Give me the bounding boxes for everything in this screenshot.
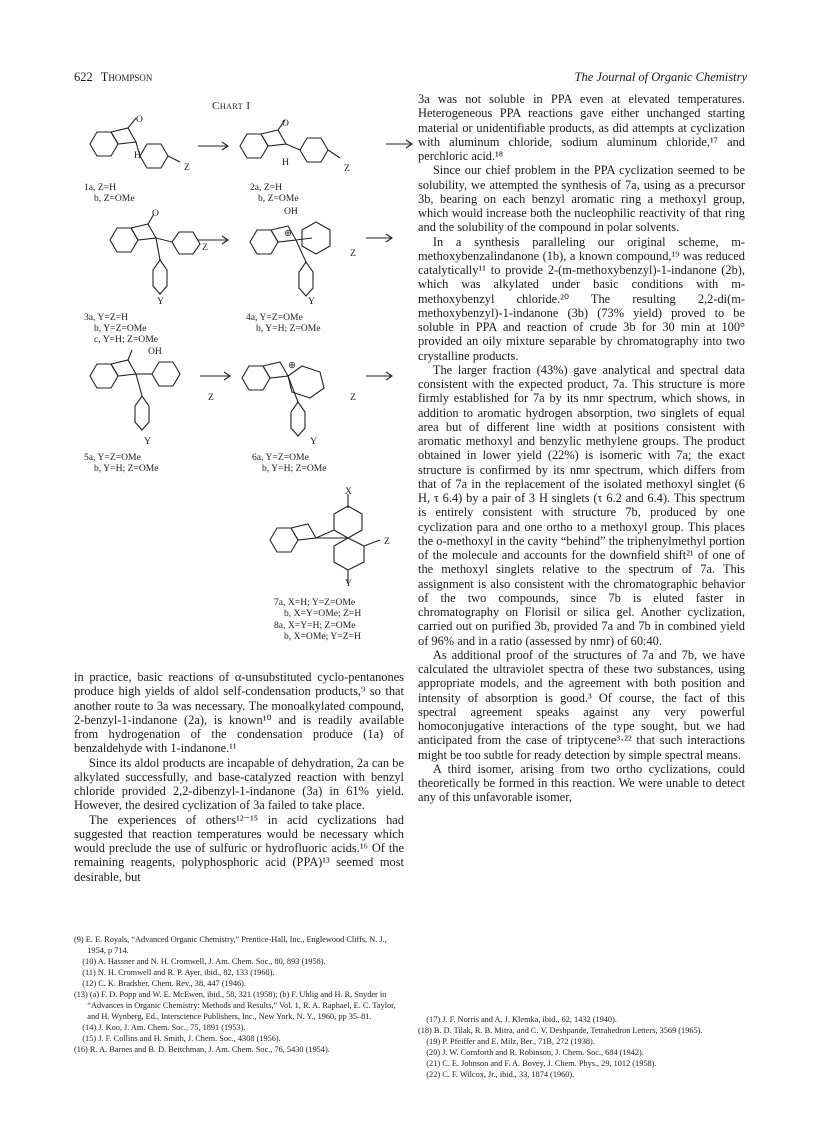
paragraph: Since its aldol products are incapable of dehydration, 2a can be alkylated successfully, and base-catalyzed reaction with benzyl chloride provided 2,2-dibenzyl-1-indanone (3a) in 61% yield. However, the desired cyclization of 3a failed to take place. <box>74 755 404 813</box>
atom-y: Y <box>308 296 315 307</box>
running-author: Thompson <box>100 70 153 84</box>
plus-charge: ⊕ <box>284 228 293 239</box>
paragraph: 3a was not soluble in PPA even at elevated temperatures. Heterogeneous PPA reactions gave either unchanged starting material or unidentifiable products, as did attempts at cyclization with aluminum chloride, sodium aluminum chloride,¹⁷ and perchloric acid.¹⁸ <box>418 92 745 163</box>
paragraph: The experiences of others¹²⁻¹⁵ in acid cyclizations had suggested that reaction temperatures would be necessary which would preclude the use of sulfuric or hydrofluoric acids.¹⁶ Of the remaining reagents, polyphosphoric acid (PPA)¹³ seemed most desirable, but <box>74 812 404 884</box>
atom-z: Z <box>384 536 390 547</box>
footnotes-left <box>74 934 404 1055</box>
footnote: (14) J. Koo, J. Am. Chem. Soc., 75, 1891 (1953). <box>82 1023 246 1032</box>
compound-label: b, X=OMe; Y=Z=H <box>284 631 361 642</box>
compound-label: 1a, Z=H <box>84 182 117 193</box>
chart-row2-structures <box>80 208 420 308</box>
paragraph: In a synthesis paralleling our original scheme, m-methoxybenzalindanone (1b), a known compound,¹⁹ was reduced catalytically¹¹ to provide 2-(m-methoxybenzyl)-1-indanone (2b), which was alkylated under basic conditions with m-methoxybenzyl chloride.²⁰ The resulting 2,2-di(m-methoxybenzyl)-1-indanone (3b) (73% yield) proved to be soluble in PPA and reaction of crude 3b for 30 min at 100° provided an oily mixture separable by chromatography into two crystalline products. <box>418 234 745 363</box>
compound-label: b, Y=H; Z=OMe <box>256 323 321 334</box>
right-column-body <box>418 92 745 805</box>
chart-row3-structures <box>80 348 420 448</box>
footnote: (9) E. E. Royals, “Advanced Organic Chemistry,” Prentice-Hall, Inc., Englewood Cliffs, N. J., 1954, p 714. <box>74 935 387 955</box>
paragraph: As additional proof of the structures of 7a and 7b, we have calculated the ultraviolet spectra of these two substances, using appropriate models, and the agreement with both position and intensity of absorption is good.³ Of course, the fact of this spectral agreement speaks against any very powerful homoconjugative interactions of the type sought, but we had anticipated from the case of triptycene³·²² that such interactions might be too subtle for ready detection by simple spectral means. <box>418 647 745 762</box>
compound-label: b, Y=Z=OMe <box>94 323 147 334</box>
chart-title: Chart I <box>212 100 251 112</box>
footnote: (17) J. F. Norris and A. J. Klemka, ibid., 62, 1432 (1940). <box>426 1015 617 1024</box>
footnote: (21) C. E. Johnson and F. A. Bovey, J. Chem. Phys., 29, 1012 (1958). <box>426 1059 657 1068</box>
compound-label: 4a, Y=Z=OMe <box>246 312 303 323</box>
journal-title: The Journal of Organic Chemistry <box>574 70 747 84</box>
left-column-body <box>74 670 404 884</box>
atom-y: Y <box>144 436 151 447</box>
footnote: (19) P. Pfeiffer and E. Milz, Ber., 71B, 272 (1938). <box>426 1037 595 1046</box>
compound-label: b, Y=H; Z=OMe <box>94 463 159 474</box>
atom-h: H <box>134 150 141 161</box>
footnote: (10) A. Hassner and N. H. Cromwell, J. Am. Chem. Soc., 80, 893 (1958). <box>82 957 326 966</box>
compound-label: b, Z=OMe <box>94 193 135 204</box>
atom-z: Z <box>184 162 190 173</box>
atom-x: X <box>345 486 352 497</box>
atom-o: O <box>282 118 289 129</box>
atom-y: Y <box>157 296 164 307</box>
compound-label: 8a, X=Y=H; Z=OMe <box>274 620 356 631</box>
compound-label: 2a, Z=H <box>250 182 283 193</box>
paragraph: The larger fraction (43%) gave analytical and spectral data consistent with the expected product, 7a. This structure is more firmly established for 7a by its nmr spectrum, which shows, in addition to aromatic hydrogen absorption, two singlets of equal area but of different line width at positions consistent with aromatic methoxyl and benzylic methylene groups. The product obtained in lower yield (22%) is isomeric with 7a; the exact structure is confirmed by its nmr spectrum, which differs from that of 7a in the replacement of the isolated methoxyl singlet (6 H, τ 6.4) by a pair of 3 H singlets (τ 6.2 and 6.4). This spectrum is entirely consistent with structure 7b, produced by one cyclization para and one ortho to a methoxyl group. This places the o-methoxyl in the cavity “behind” the triphenylmethyl portion of the molecule and accounts for the downfield shift²¹ of one of the methoxyl singlets relative to the spectrum of 7a. This assignment is also consistent with the chromatographic behavior of the two compounds, since 7b is eluted faster in chromatography on Florisil or silica gel. Another cyclization, carried out on purified 3b, provided 7a and 7b in combined yield of 96% and in a ratio (assessed by nmr) of 60:40. <box>418 362 745 648</box>
compound-label: 5a, Y=Z=OMe <box>84 452 141 463</box>
footnote: (22) C. F. Wilcox, Jr., ibid., 33, 1874 (1960). <box>426 1070 575 1079</box>
compound-label: b, X=Y=OMe; Z=H <box>284 608 362 619</box>
paragraph: in practice, basic reactions of α-unsubstituted cyclo-pentanones produce high yields of aldol self-condensation products,⁹ so that another route to 3a was necessary. The monoalkylated compound, 2-benzyl-1-indanone (2a), is known¹⁰ and is readily available from hydrogenation of the condensation produce (1a) of benzaldehyde with 1-indanone.¹¹ <box>74 670 404 756</box>
atom-o: O <box>152 208 159 219</box>
compound-label: 7a, X=H; Y=Z=OMe <box>274 597 356 608</box>
atom-h: H <box>282 157 289 168</box>
atom-z: Z <box>202 242 208 253</box>
footnote: (11) N. H. Cromwell and R. P. Ayer, ibid., 82, 133 (1960). <box>82 968 275 977</box>
chart-row1-structures <box>80 114 420 174</box>
compound-label: b, Z=OMe <box>258 193 299 204</box>
footnote: (20) J. W. Cornforth and R. Robinson, J. Chem. Soc., 684 (1942). <box>426 1048 644 1057</box>
atom-y: Y <box>345 578 352 589</box>
footnote: (13) (a) F. D. Popp and W. E. McEwen, ibid., 58, 321 (1958); (b) F. Uhlig and H. R. Snyder in “Advances in Organic Chemistry: Methods and Results,” Vol. 1, R. A. Raphael, E. C. Taylor, and H. Wynberg, Ed., Interscience Publishers, Inc., New York, N. Y., 1960, pp 35–81. <box>74 990 396 1021</box>
atom-z: Z <box>350 392 356 403</box>
compound-label: c, Y=H; Z=OMe <box>94 334 159 345</box>
compound-label: b, Y=H; Z=OMe <box>262 463 327 474</box>
plus-charge: ⊕ <box>288 360 297 371</box>
atom-o: O <box>136 114 143 125</box>
footnote: (18) B. D. Tilak, R. B. Mitra, and C. V. Deshpande, Tetrahedron Letters, 3569 (1965). <box>418 1026 703 1035</box>
page-number: 622 <box>74 70 93 84</box>
atom-y: Y <box>310 436 317 447</box>
atom-z: Z <box>344 163 350 174</box>
footnote: (12) C. K. Bradsher, Chem. Rev., 38, 447 (1946). <box>82 979 246 988</box>
atom-oh: OH <box>284 206 298 217</box>
paragraph: Since our chief problem in the PPA cyclization seemed to be solubility, we attempted the synthesis of 7a, using as a precursor 3b, bearing on each benzyl aromatic ring a methoxyl group, which would increase both the nucleophilic reactivity of that ring and the solubility of the compound in polar solvents. <box>418 163 745 235</box>
compound-label: 6a, Y=Z=OMe <box>252 452 309 463</box>
footnote: (15) J. F. Collins and H. Smith, J. Chem. Soc., 4308 (1956). <box>82 1034 281 1043</box>
paragraph: A third isomer, arising from two ortho cyclizations, could theoretically be formed in this reaction. We were unable to detect any of this unfavorable isomer, <box>418 761 745 805</box>
footnotes-right <box>418 1014 745 1080</box>
atom-z: Z <box>208 392 214 403</box>
footnote: (16) R. A. Barnes and B. D. Beitchman, J. Am. Chem. Soc., 76, 5430 (1954). <box>74 1045 330 1054</box>
atom-z: Z <box>350 248 356 259</box>
page-header-left <box>74 70 152 85</box>
chart-structure-7 <box>264 494 404 590</box>
atom-oh: OH <box>148 346 162 357</box>
compound-label: 3a, Y=Z=H <box>84 312 129 323</box>
